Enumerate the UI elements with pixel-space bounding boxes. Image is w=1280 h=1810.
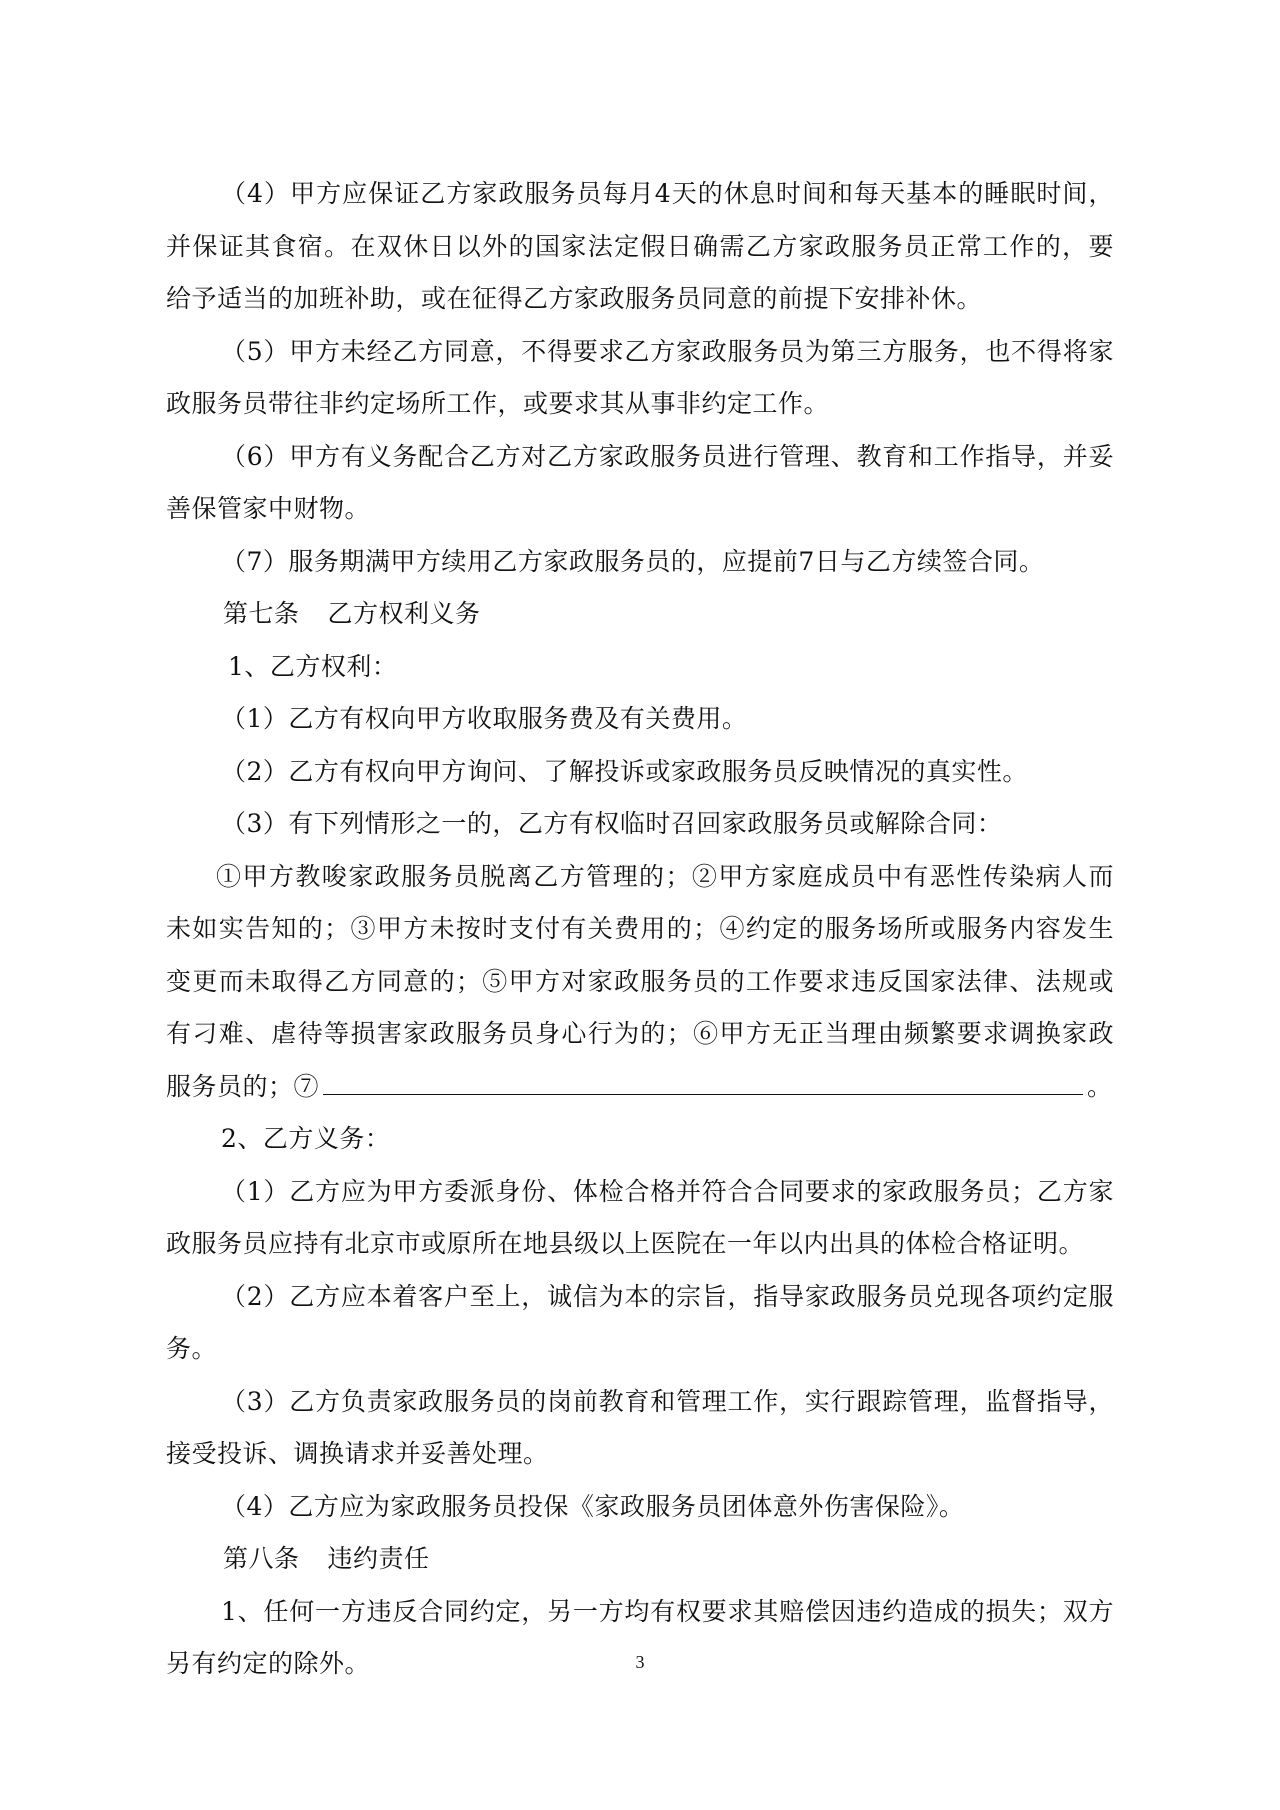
paragraph-line: 1、任何一方违反合同约定，另一方均有权要求其赔偿因违约造成的损失；双方 [221, 1596, 1114, 1626]
paragraph-line: （1）乙方有权向甲方收取服务费及有关费用。 [221, 704, 748, 733]
paragraph-line: （5）甲方未经乙方同意，不得要求乙方家政服务员为第三方服务，也不得将家 [221, 336, 1114, 366]
page-number: 3 [635, 1652, 645, 1672]
paragraph-line: （2）乙方有权向甲方询问、了解投诉或家政服务员反映情况的真实性。 [221, 756, 1028, 786]
paragraph-line: （6）甲方有义务配合乙方对乙方家政服务员进行管理、教育和工作指导，并妥 [221, 441, 1114, 471]
section-heading: 1、乙方权利： [228, 651, 398, 681]
paragraph-line: 接受投诉、调换请求并妥善处理。 [166, 1439, 549, 1468]
document-page [166, 168, 1114, 1691]
paragraph-line: 善保管家中财物。 [166, 494, 371, 523]
paragraph-line: 另有约定的除外。 [166, 1649, 371, 1678]
section-heading: 2、乙方义务： [221, 1124, 391, 1153]
fill-in-suffix: 。 [1087, 1071, 1113, 1101]
fill-in-blank[interactable] [323, 1072, 1083, 1095]
article-number: 第七条 [223, 599, 300, 628]
paragraph-line: （4）甲方应保证乙方家政服务员每月4天的休息时间和每天基本的睡眠时间， [221, 179, 1114, 208]
paragraph-line: ①甲方教唆家政服务员脱离乙方管理的；②甲方家庭成员中有恶性传染病人而 [216, 861, 1114, 891]
paragraph-line: 并保证其食宿。在双休日以外的国家法定假日确需乙方家政服务员正常工作的，要 [166, 231, 1114, 261]
paragraph-line: （3）有下列情形之一的，乙方有权临时召回家政服务员或解除合同： [221, 809, 1003, 838]
paragraph-line: 未如实告知的；③甲方未按时支付有关费用的；④约定的服务场所或服务内容发生 [166, 914, 1114, 943]
paragraph-line: （1）乙方应为甲方委派身份、体检合格并符合合同要求的家政服务员；乙方家 [221, 1176, 1114, 1206]
paragraph-line: 给予适当的加班补助，或在征得乙方家政服务员同意的前提下安排补休。 [166, 284, 983, 313]
article-heading [166, 588, 1114, 641]
fill-in-prefix: 服务员的；⑦ [166, 1071, 320, 1101]
article-title: 违约责任 [327, 1544, 430, 1573]
paragraph-line: （4）乙方应为家政服务员投保《家政服务员团体意外伤害保险》。 [221, 1491, 965, 1521]
paragraph-line: （2）乙方应本着客户至上，诚信为本的宗旨，指导家政服务员兑现各项约定服 [221, 1281, 1114, 1311]
article-title: 乙方权利义务 [327, 599, 481, 628]
paragraph-line: 务。 [166, 1334, 218, 1363]
paragraph-line: 变更而未取得乙方同意的；⑤甲方对家政服务员的工作要求违反国家法律、法规或 [166, 966, 1114, 996]
paragraph-line: 政服务员带往非约定场所工作，或要求其从事非约定工作。 [166, 389, 830, 418]
paragraph-line: （7）服务期满甲方续用乙方家政服务员的，应提前7日与乙方续签合同。 [221, 546, 1045, 576]
fill-in-line [166, 1061, 1114, 1114]
paragraph-line: （3）乙方负责家政服务员的岗前教育和管理工作，实行跟踪管理，监督指导， [221, 1386, 1114, 1416]
article-number: 第八条 [223, 1544, 300, 1573]
article-heading [166, 1533, 1114, 1586]
paragraph-line: 有刁难、虐待等损害家政服务员身心行为的；⑥甲方无正当理由频繁要求调换家政 [166, 1019, 1114, 1048]
paragraph-line: 政服务员应持有北京市或原所在地县级以上医院在一年以内出具的体检合格证明。 [166, 1229, 1085, 1258]
